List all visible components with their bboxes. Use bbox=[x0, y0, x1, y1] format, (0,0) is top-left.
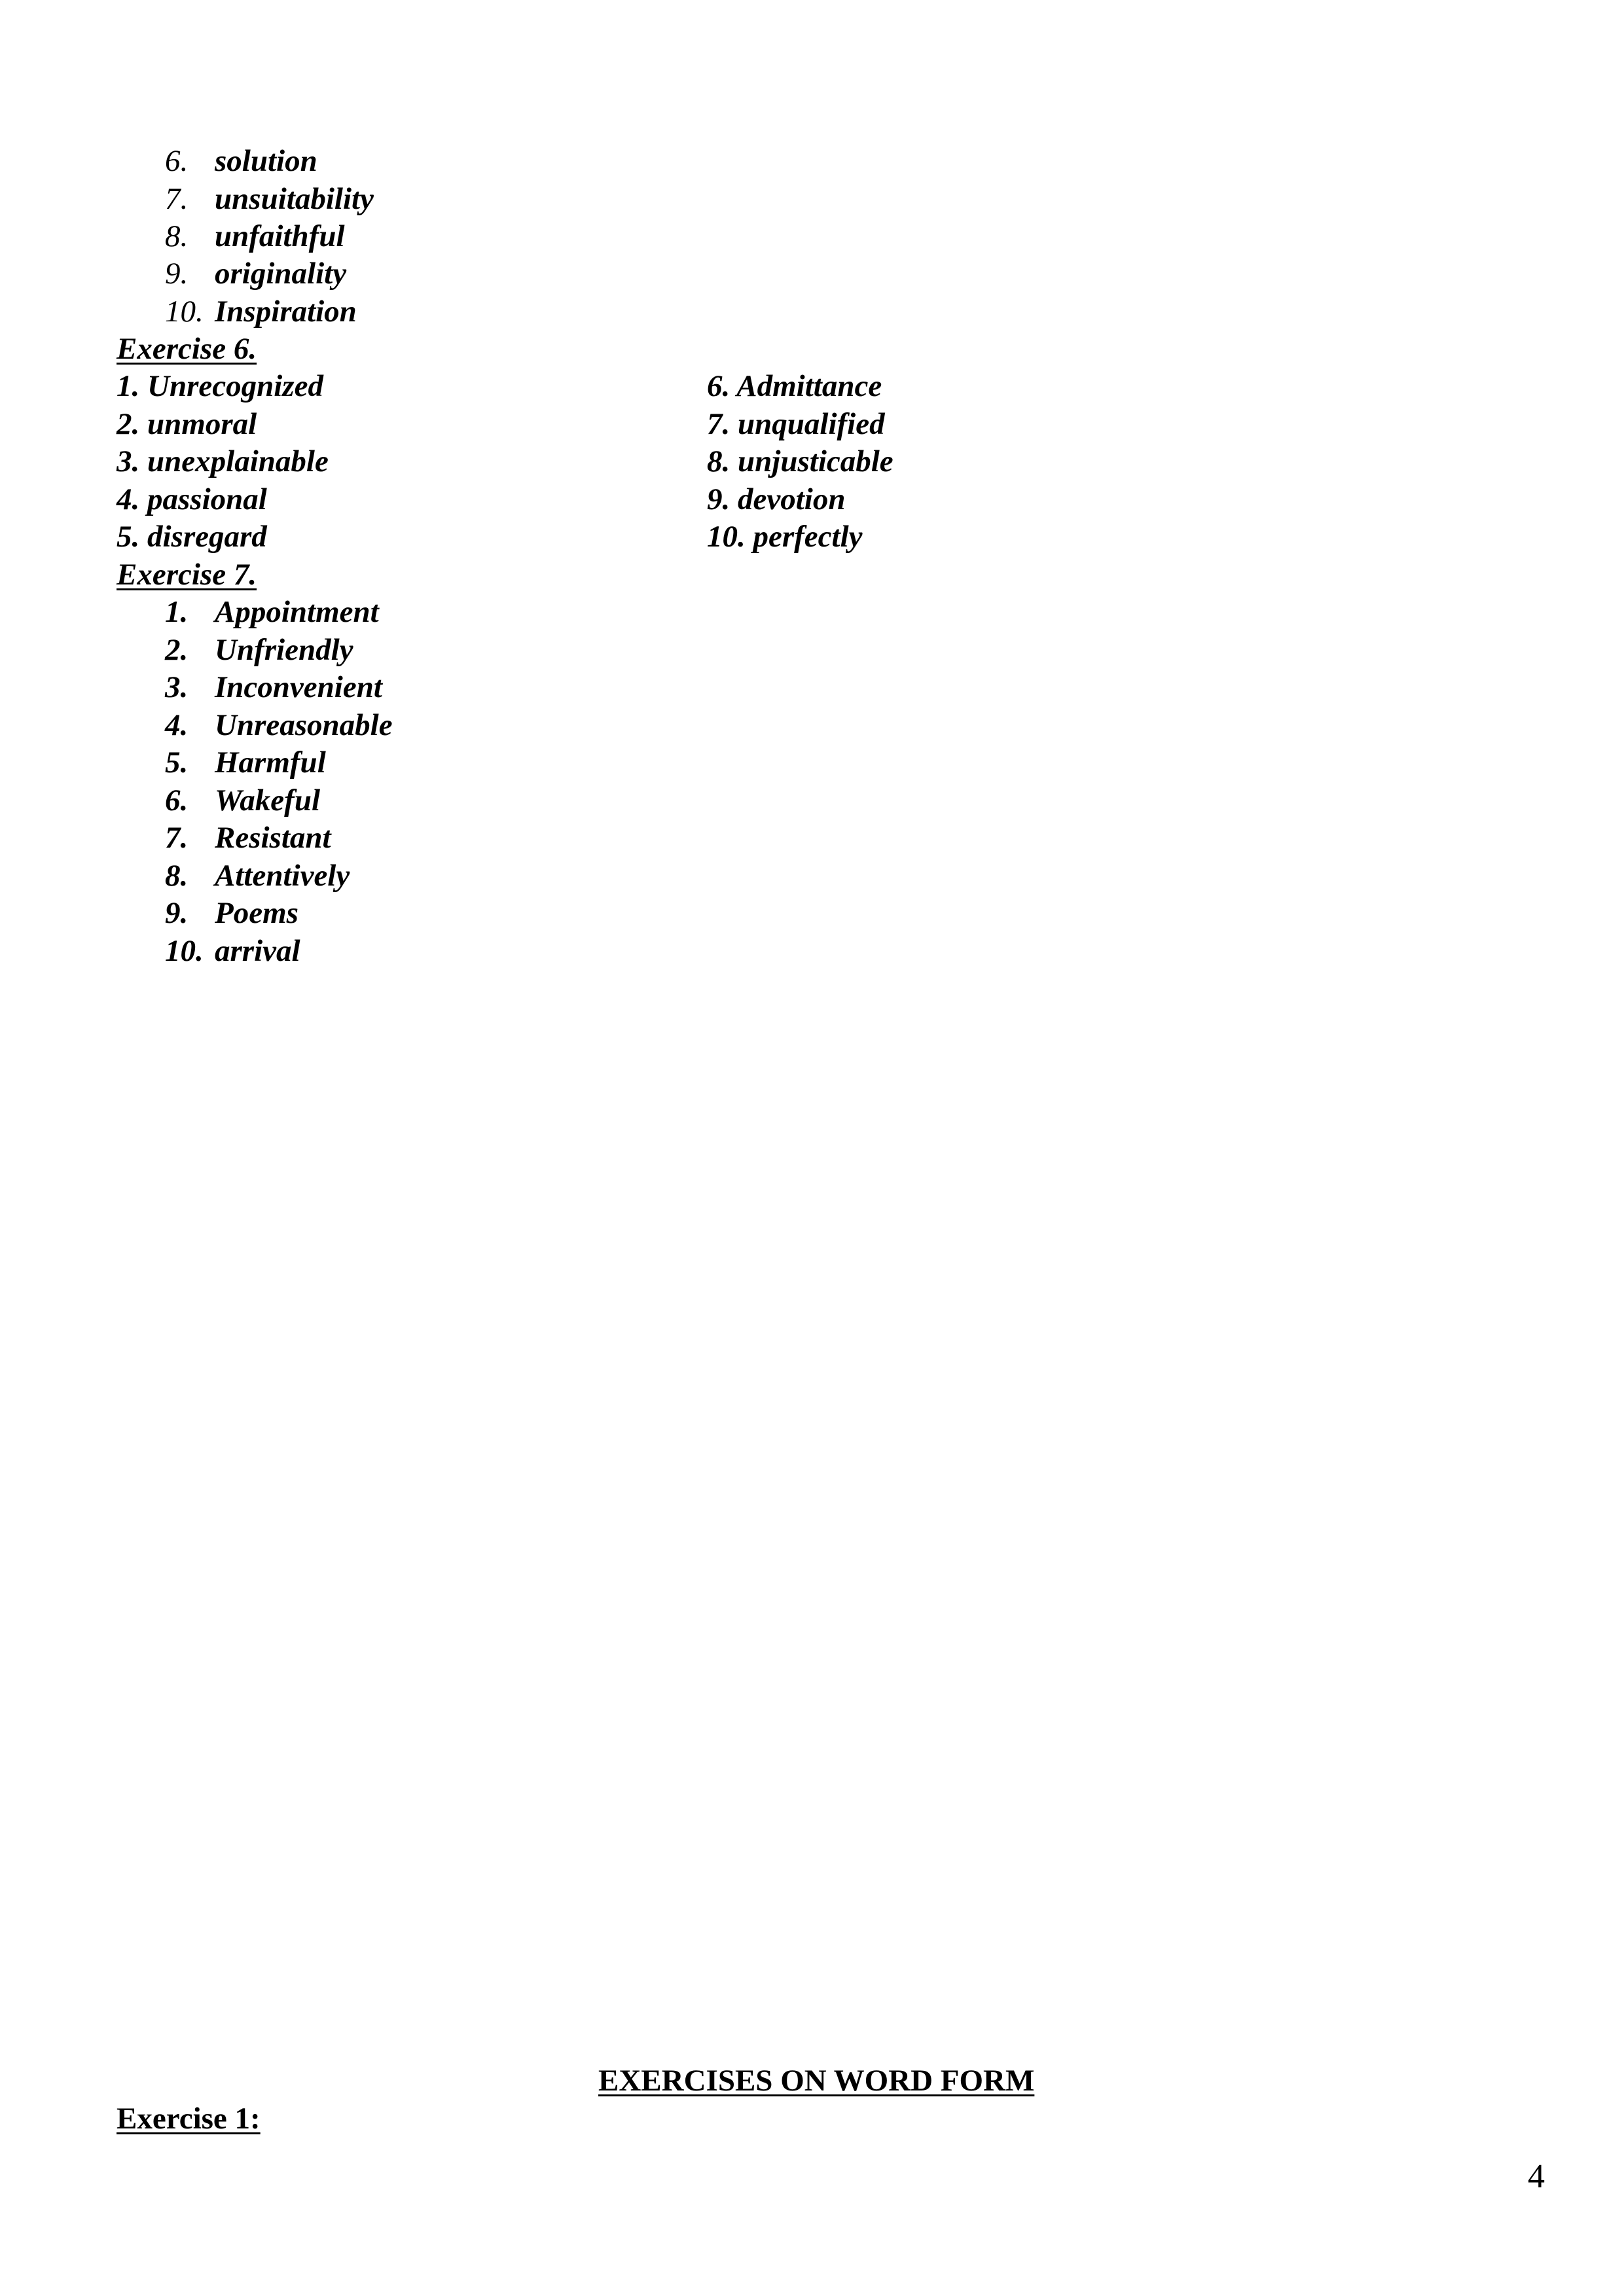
list-item-word: Inspiration bbox=[215, 295, 357, 329]
list-item bbox=[165, 894, 558, 932]
list-item bbox=[165, 217, 492, 255]
list-item-number: 8. bbox=[165, 219, 189, 253]
exercise-6-answer: 1. Unrecognized bbox=[117, 369, 323, 403]
list-item-number: 7. bbox=[165, 821, 189, 855]
list-item-number: 4. bbox=[165, 708, 189, 742]
list-item-word: Harmful bbox=[215, 745, 326, 780]
exercise-6-answer: 8. unjusticable bbox=[707, 444, 893, 478]
list-item-word: originality bbox=[215, 257, 347, 291]
list-item-number: 6. bbox=[165, 783, 189, 817]
list-item-word: Unreasonable bbox=[215, 708, 393, 742]
list-item-number: 6. bbox=[165, 144, 189, 178]
list-item bbox=[165, 706, 558, 744]
list-item-word: Wakeful bbox=[215, 783, 321, 817]
exercise-6-answer: 4. passional bbox=[117, 482, 267, 516]
list-item-number: 10. bbox=[165, 295, 204, 329]
exercise-7-heading: Exercise 7. bbox=[117, 558, 257, 592]
list-item bbox=[165, 255, 492, 293]
list-item-word: arrival bbox=[215, 934, 300, 968]
list-item-number: 8. bbox=[165, 859, 189, 893]
list-item-number: 10. bbox=[165, 934, 204, 968]
list-item-number: 2. bbox=[165, 633, 189, 667]
list-item-number: 5. bbox=[165, 745, 189, 780]
list-item bbox=[165, 932, 558, 970]
section-title: EXERCISES ON WORD FORM bbox=[598, 2064, 1035, 2098]
list-item bbox=[165, 593, 558, 631]
list-item-number: 9. bbox=[165, 257, 189, 291]
list-item bbox=[165, 819, 558, 857]
list-item bbox=[165, 293, 492, 331]
list-item-number: 3. bbox=[165, 670, 189, 704]
exercise-6-answer: 10. perfectly bbox=[707, 520, 863, 554]
list-item-word: unfaithful bbox=[215, 219, 345, 253]
list-item-word: Attentively bbox=[215, 859, 350, 893]
list-item-word: solution bbox=[215, 144, 317, 178]
exercise-6-answer: 9. devotion bbox=[707, 482, 846, 516]
list-item-word: Inconvenient bbox=[215, 670, 382, 704]
list-item bbox=[165, 781, 558, 819]
list-item bbox=[165, 142, 492, 180]
list-item-word: Resistant bbox=[215, 821, 331, 855]
exercise-6-answer: 5. disregard bbox=[117, 520, 267, 554]
list-item-number: 1. bbox=[165, 595, 189, 629]
list-item-word: Poems bbox=[215, 896, 298, 930]
page-number: 4 bbox=[1528, 2158, 1545, 2195]
list-item bbox=[165, 668, 558, 706]
exercise-6-heading: Exercise 6. bbox=[117, 332, 257, 366]
exercise-6-answer: 6. Admittance bbox=[707, 369, 882, 403]
list-item-number: 9. bbox=[165, 896, 189, 930]
exercise-6-answer: 7. unqualified bbox=[707, 407, 885, 441]
list-item-word: Unfriendly bbox=[215, 633, 353, 667]
list-item-word: Appointment bbox=[215, 595, 379, 629]
list-item bbox=[165, 631, 558, 669]
list-item-number: 7. bbox=[165, 182, 189, 216]
exercise-6-answer: 3. unexplainable bbox=[117, 444, 329, 478]
exercise-1-heading: Exercise 1: bbox=[117, 2102, 261, 2136]
list-item-word: unsuitability bbox=[215, 182, 374, 216]
list-item bbox=[165, 180, 492, 218]
list-item bbox=[165, 857, 558, 895]
exercise-6-answer: 2. unmoral bbox=[117, 407, 257, 441]
list-item bbox=[165, 744, 558, 781]
